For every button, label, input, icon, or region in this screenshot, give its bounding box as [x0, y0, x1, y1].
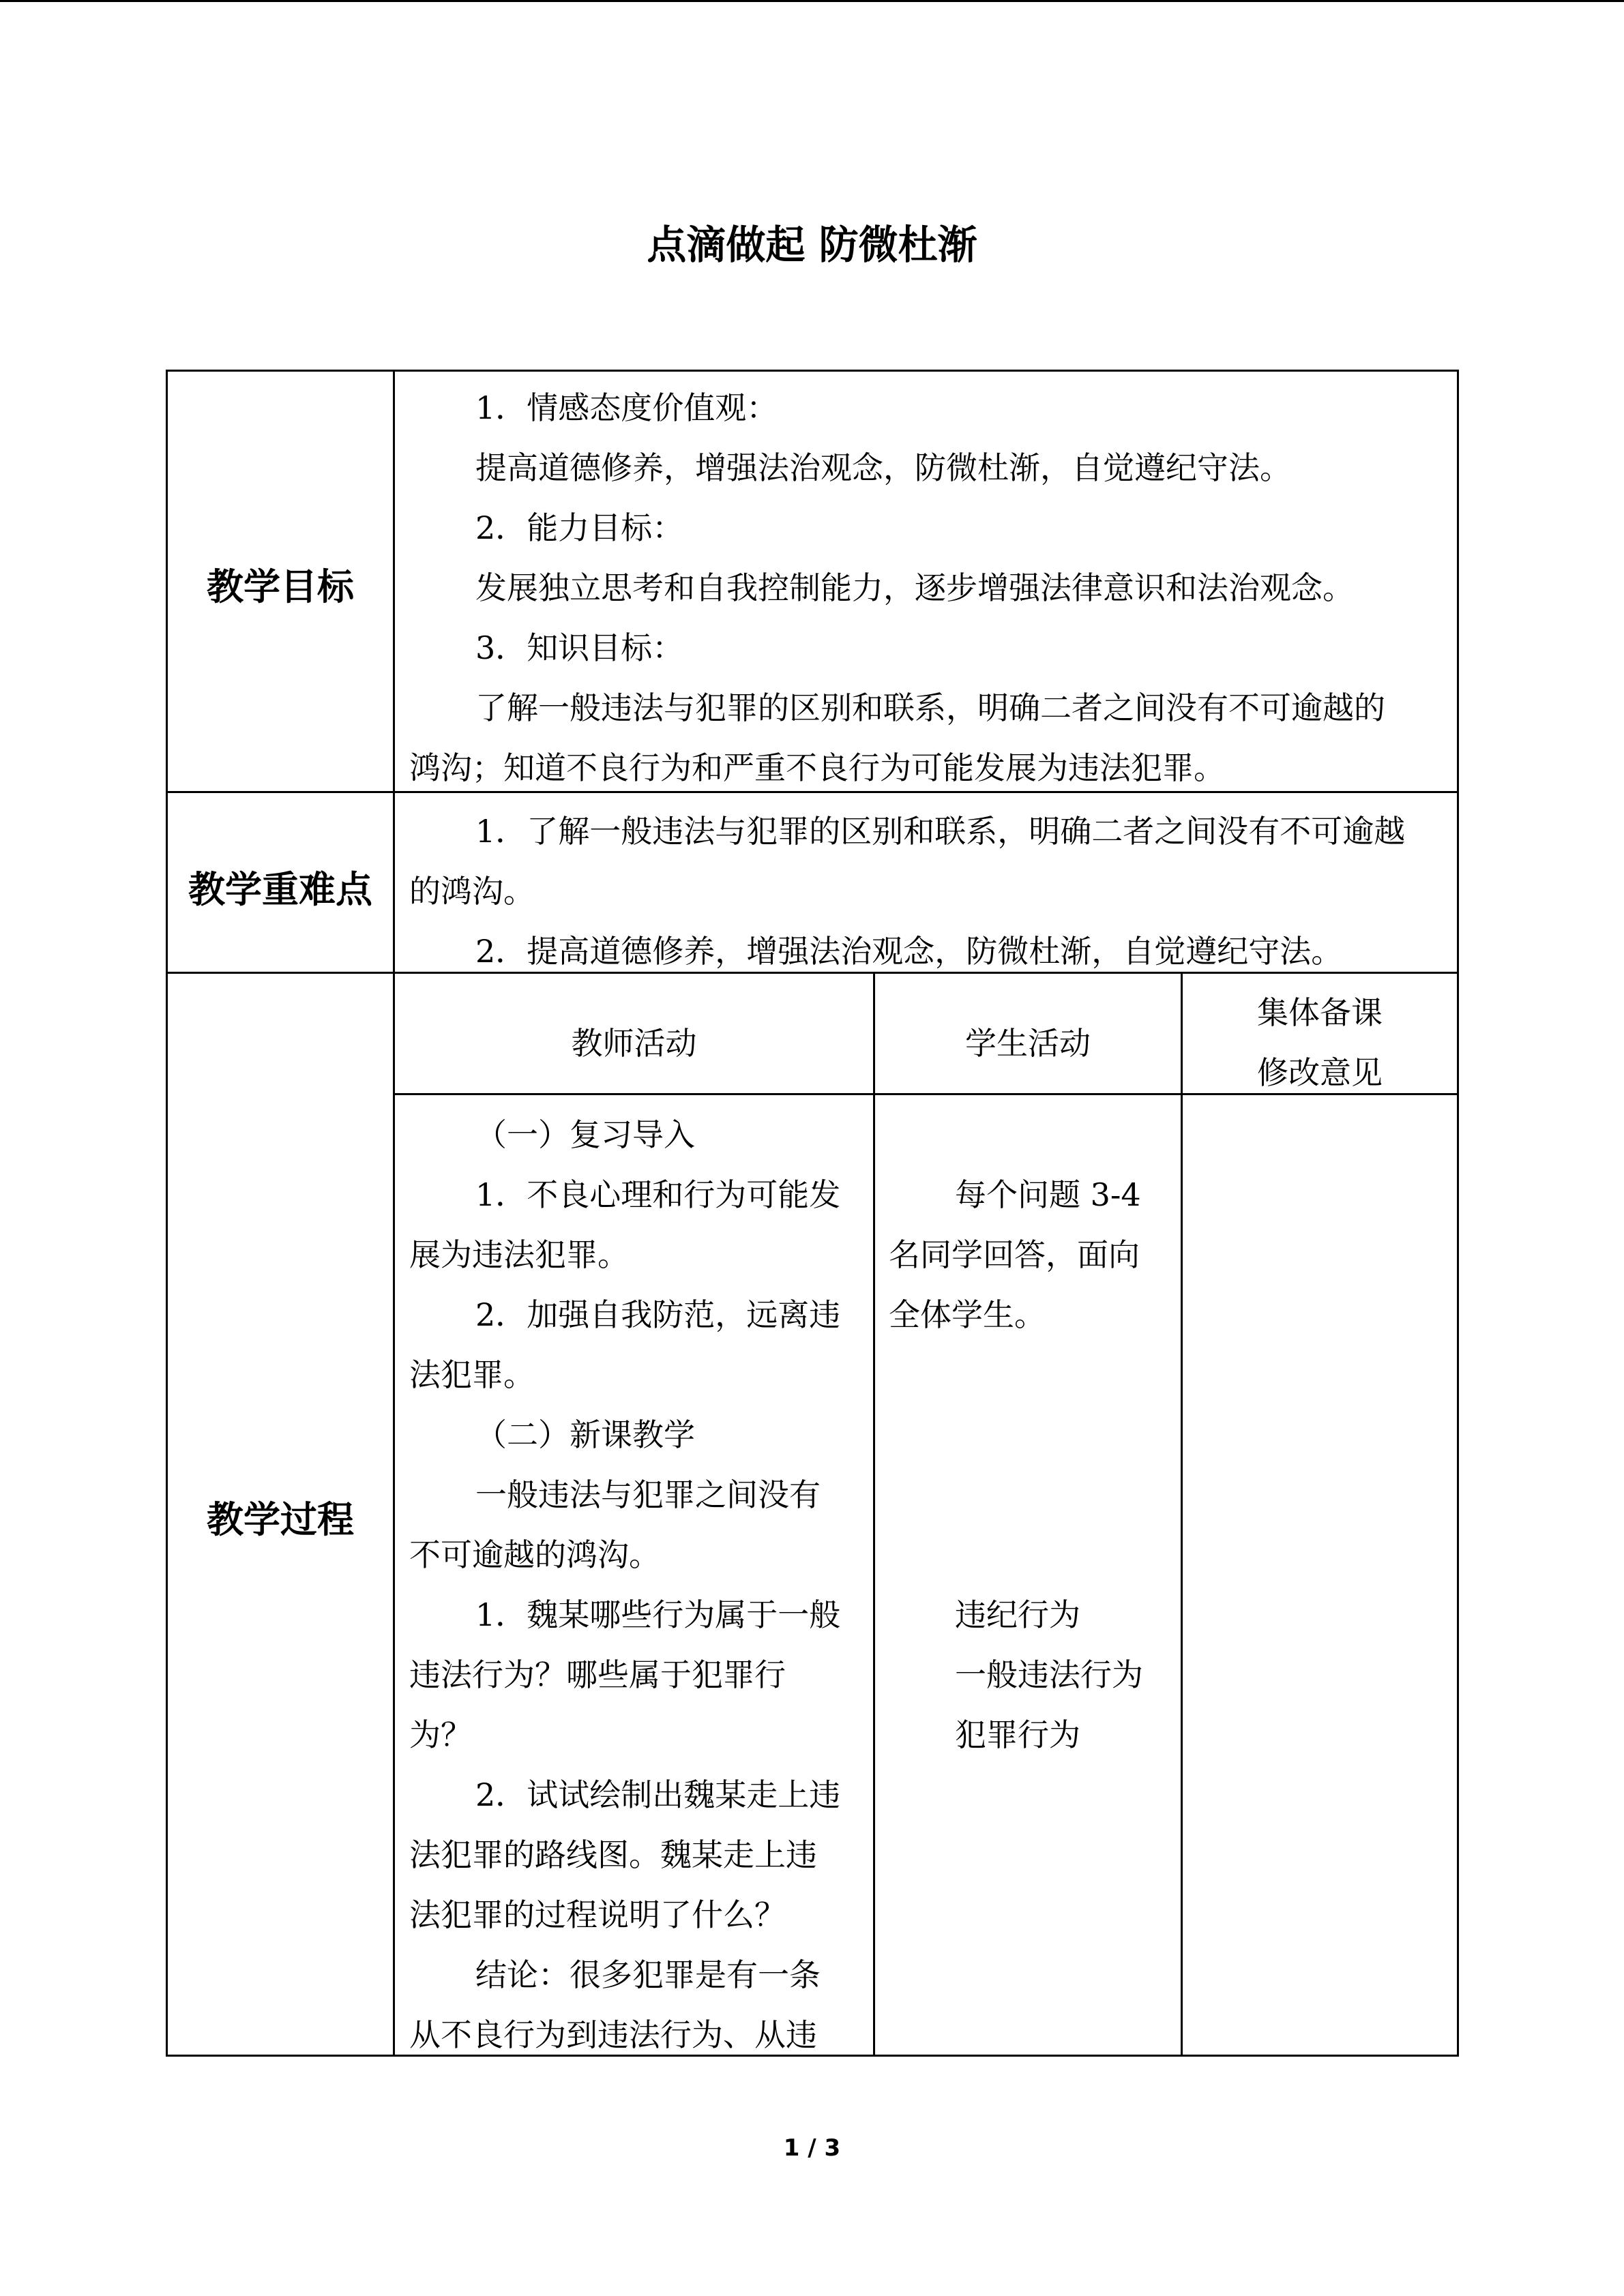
teacher-activity-line: 展为违法犯罪。 [409, 1236, 629, 1273]
keypoints-label: 教学重难点 [188, 868, 372, 911]
page-title: 点滴做起 防微杜渐 [647, 222, 977, 268]
student-activity-line: 违纪行为 [955, 1596, 1080, 1633]
table-line [166, 370, 168, 2057]
table-line [393, 370, 395, 2057]
process-label: 教学过程 [207, 1498, 354, 1541]
student-activity-header: 学生活动 [965, 1025, 1091, 1062]
keypoint-line: 的鸿沟。 [409, 873, 535, 910]
teacher-activity-line: 1．魏某哪些行为属于一般 [475, 1596, 841, 1633]
notes-header-line2: 修改意见 [1257, 1054, 1383, 1091]
teacher-activity-line: 一般违法与犯罪之间没有 [475, 1476, 821, 1513]
teacher-activity-line: 违法行为？哪些属于犯罪行 [409, 1656, 786, 1693]
student-activity-line: 全体学生。 [889, 1296, 1046, 1333]
objective-line: 1．情感态度价值观： [475, 389, 778, 426]
student-activity-line: 名同学回答，面向 [889, 1236, 1140, 1273]
table-line [873, 972, 875, 2057]
teacher-activity-line: 从不良行为到违法行为、从违 [409, 2016, 817, 2053]
teacher-activity-line: 法犯罪的路线图。魏某走上违 [409, 1836, 817, 1873]
top-border-line [0, 0, 1624, 2]
teacher-activity-line: 法犯罪的过程说明了什么？ [409, 1896, 786, 1933]
table-line [1457, 370, 1459, 2057]
objective-line: 提高道德修养，增强法治观念，防微杜渐，自觉遵纪守法。 [475, 449, 1291, 486]
student-activity-line: 犯罪行为 [955, 1716, 1080, 1753]
objective-line: 2．能力目标： [475, 509, 684, 546]
teacher-activity-line: 为？ [409, 1716, 472, 1753]
student-activity-line: 一般违法行为 [955, 1656, 1143, 1693]
keypoint-line: 1．了解一般违法与犯罪的区别和联系，明确二者之间没有不可逾越 [475, 813, 1406, 850]
teacher-activity-line: 法犯罪。 [409, 1356, 535, 1393]
keypoint-line: 2．提高道德修养，增强法治观念，防微杜渐，自觉遵纪守法。 [475, 933, 1343, 970]
objective-line: 了解一般违法与犯罪的区别和联系，明确二者之间没有不可逾越的 [475, 689, 1385, 726]
table-line [166, 370, 1459, 372]
teacher-activity-line: 结论：很多犯罪是有一条 [475, 1956, 821, 1993]
teacher-activity-line: （二）新课教学 [475, 1416, 695, 1453]
teacher-activity-header: 教师活动 [571, 1025, 697, 1062]
table-line [1181, 972, 1183, 2057]
page-number: 1 / 3 [783, 2134, 841, 2162]
notes-header-line1: 集体备课 [1257, 994, 1383, 1031]
teacher-activity-line: 2．加强自我防范，远离违 [475, 1296, 841, 1333]
teacher-activity-line: 不可逾越的鸿沟。 [409, 1536, 660, 1573]
teacher-activity-line: 1．不良心理和行为可能发 [475, 1176, 841, 1213]
student-activity-line: 每个问题 3-4 [955, 1176, 1141, 1213]
objective-line: 发展独立思考和自我控制能力，逐步增强法律意识和法治观念。 [475, 569, 1354, 606]
objectives-label: 教学目标 [207, 565, 354, 608]
teacher-activity-line: 2．试试绘制出魏某走上违 [475, 1776, 841, 1813]
teacher-activity-line: （一）复习导入 [475, 1116, 695, 1153]
objective-line: 鸿沟；知道不良行为和严重不良行为可能发展为违法犯罪。 [409, 749, 1225, 786]
objective-line: 3．知识目标： [475, 629, 684, 666]
